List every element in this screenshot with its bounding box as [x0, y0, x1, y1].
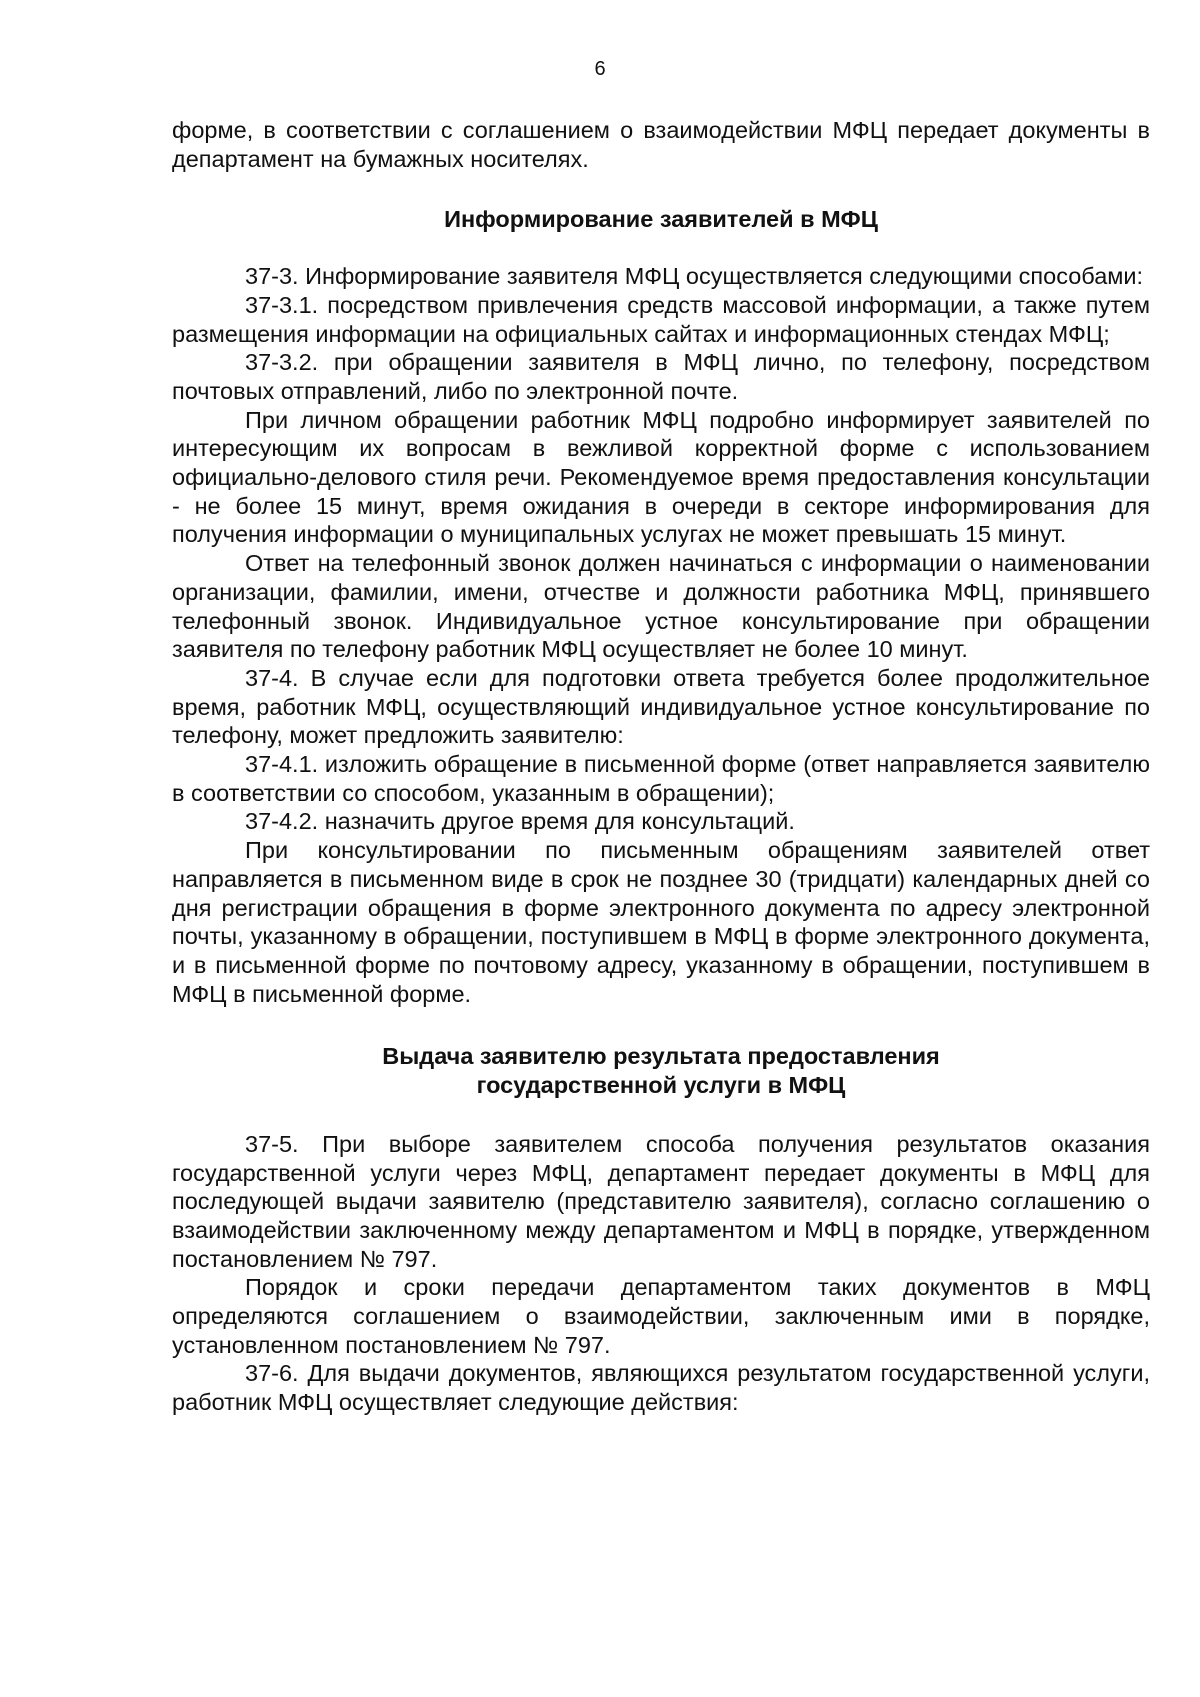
paragraph-personal-visit: При личном обращении работник МФЦ подробно информирует заявителей по интересующим их вопросам в вежливой корректной форме с использованием официально-делового стиля речи. Рекомендуемое время предоставления консультации - не более 15 минут, время ожидания в очереди в секторе информирования для получения информации о муниципальных услугах не может превышать 15 минут.: [172, 406, 1150, 548]
paragraph-written-requests: При консультировании по письменным обращениям заявителей ответ направляется в письменном виде в срок не позднее 30 (тридцати) календарных дней со дня регистрации обращения в форме электронного документа по адресу электронной почты, указанному в обращении, поступившем в МФЦ в форме электронного документа, и в письменной форме по почтовому адресу, указанному в обращении, поступившем в МФЦ в письменной форме.: [172, 837, 1150, 1007]
section-heading-informing: Информирование заявителей в МФЦ: [444, 206, 878, 233]
paragraph-37-5: 37-5. При выборе заявителем способа получения результатов оказания государственной услуги через МФЦ, департамент передает документы в МФЦ для последующей выдачи заявителю (представителю заявителя), согласно соглашению о взаимодействии заключенному между департаментом и МФЦ в порядке, утвержденном постановлением № 797.: [172, 1130, 1150, 1272]
page-number: 6: [594, 58, 606, 80]
paragraph-37-4: 37-4. В случае если для подготовки ответа требуется более продолжительное время, работник МФЦ, осуществляющий индивидуальное устное консультирование по телефону, может предложить заявителю:: [172, 664, 1150, 749]
paragraph-phone-answer: Ответ на телефонный звонок должен начинаться с информации о наименовании организации, фамилии, имени, отчестве и должности работника МФЦ, принявшего телефонный звонок. Индивидуальное устное консультирование при обращении заявителя по телефону работник МФЦ осуществляет не более 10 минут.: [172, 550, 1150, 663]
paragraph-37-6: 37-6. Для выдачи документов, являющихся результатом государственной услуги, работник МФЦ осуществляет следующие действия:: [172, 1360, 1150, 1416]
paragraph-37-3-1: 37-3.1. посредством привлечения средств массовой информации, а также путем размещения информации на официальных сайтах и информационных стендах МФЦ;: [172, 291, 1150, 347]
paragraph-37-3: 37-3. Информирование заявителя МФЦ осуществляется следующими способами:: [245, 263, 1144, 290]
paragraph-continuation: форме, в соответствии с соглашением о взаимодействии МФЦ передает документы в департамент на бумажных носителях.: [172, 117, 1150, 172]
section-heading-issuance: [172, 1042, 1150, 1099]
section-heading-issuance-line2: государственной услуги в МФЦ: [476, 1072, 846, 1099]
document-body: [172, 116, 1150, 1417]
paragraph-37-3-2: 37-3.2. при обращении заявителя в МФЦ лично, по телефону, посредством почтовых отправлений, либо по электронной почте.: [172, 349, 1150, 404]
paragraph-37-4-1: 37-4.1. изложить обращение в письменной форме (ответ направляется заявителю в соответствии со способом, указанным в обращении);: [172, 751, 1150, 806]
paragraph-transfer-order: Порядок и сроки передачи департаментом таких документов в МФЦ определяются соглашением о взаимодействии, заключенным ими в порядке, установленном постановлением № 797.: [172, 1274, 1150, 1358]
section-heading-issuance-line1: Выдача заявителю результата предоставления: [382, 1043, 940, 1070]
paragraph-37-4-2: 37-4.2. назначить другое время для консультаций.: [245, 808, 795, 835]
